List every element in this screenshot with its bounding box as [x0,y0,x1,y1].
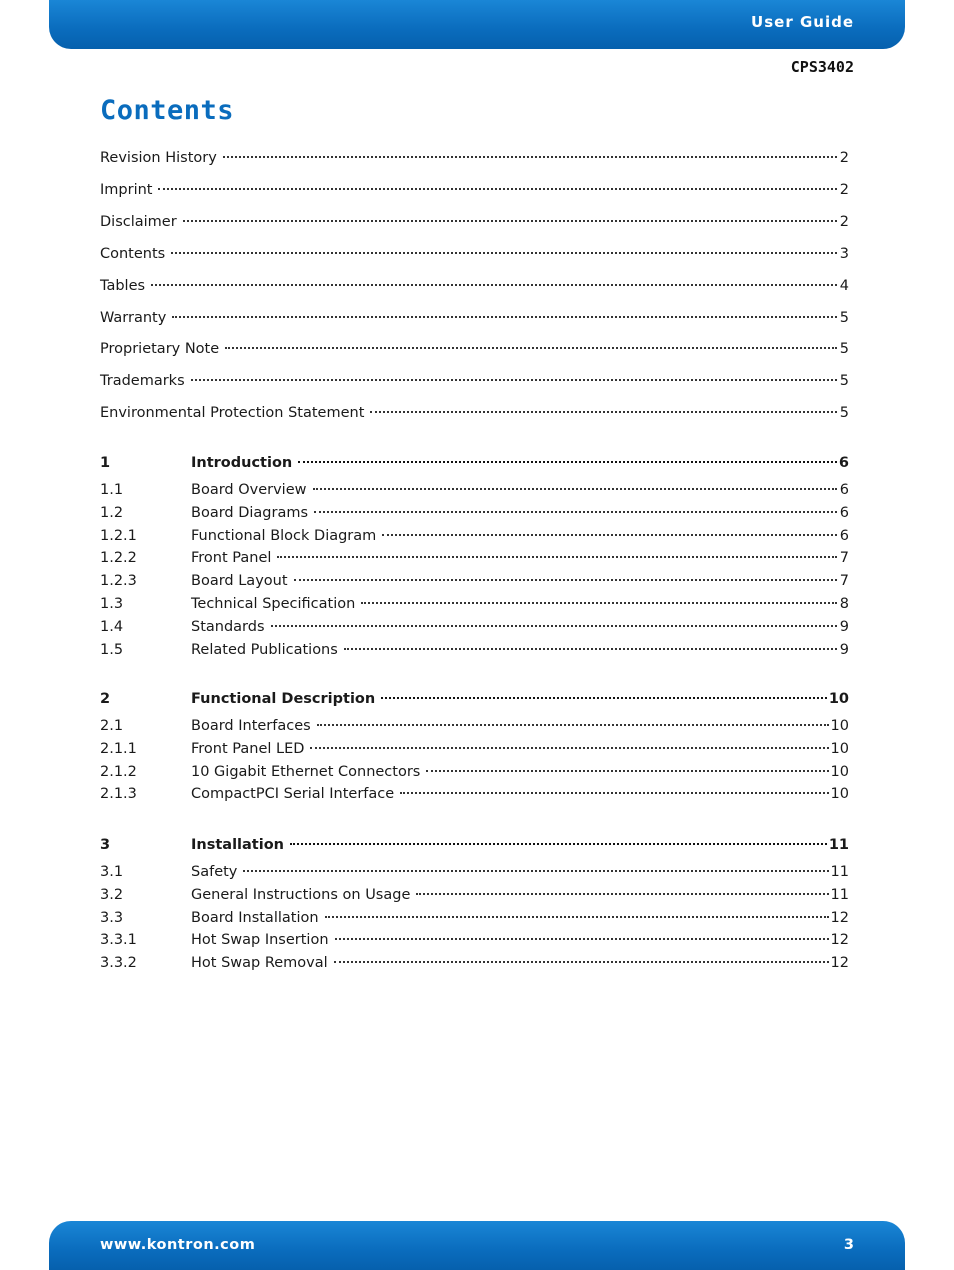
toc-entry[interactable] [100,148,849,168]
toc-dot-leader [325,916,829,918]
toc-entry-page: 5 [839,405,849,422]
toc-entry-title: Board Installation [191,909,319,926]
toc-entry-page: 12 [830,955,849,972]
toc-entry-page: 6 [839,527,849,544]
toc-entry-number: 2 [100,691,111,707]
toc-entry-page: 10 [830,718,849,734]
toc-entry-number: 1.4 [100,618,124,635]
footer-bar [49,1221,905,1270]
toc-entry-title: Introduction [191,455,293,471]
toc-entry[interactable] [100,930,849,950]
toc-dot-leader [223,156,837,158]
toc-dot-leader [225,347,837,349]
toc-entry[interactable] [100,244,849,264]
toc-entry-page: 2 [839,213,849,230]
toc-entry-page: 10 [830,763,849,780]
toc-entry-number: 3.3 [100,909,124,926]
toc-entry[interactable] [100,480,849,500]
toc-entry[interactable] [100,762,849,782]
toc-dot-leader [400,792,828,794]
toc-dot-leader [172,316,837,318]
toc-entry-title: General Instructions on Usage [191,886,411,903]
toc-entry-title: Disclaimer [100,213,177,230]
toc-entry[interactable] [100,784,849,804]
toc-dot-leader [335,938,829,940]
toc-entry[interactable] [100,403,849,423]
toc-entry-title: Functional Description [191,691,376,707]
toc-entry-page: 2 [839,150,849,166]
toc-dot-leader [298,461,837,463]
toc-entry-number: 1.5 [100,641,124,658]
toc-entry[interactable] [100,371,849,391]
header-bar [49,0,905,49]
toc-entry-title: Board Interfaces [191,718,311,734]
toc-entry-page: 12 [830,932,849,949]
toc-dot-leader [290,843,827,845]
toc-dot-leader [314,511,837,513]
toc-chapter-entry[interactable] [100,689,849,709]
toc-entry-page: 9 [839,641,849,658]
toc-entry-page: 2 [839,181,849,198]
toc-entry-number: 1.3 [100,596,124,612]
toc-entry-title: Related Publications [191,641,338,658]
toc-entry-page: 11 [828,837,849,853]
toc-entry-title: Hot Swap Insertion [191,932,329,949]
toc-entry-page: 6 [839,504,849,521]
toc-entry[interactable] [100,640,849,660]
toc-entry-title: Board Diagrams [191,504,309,521]
product-name: CPS3402 [790,58,854,76]
toc-entry-number: 3.3.2 [100,955,137,972]
toc-entry-title: Environmental Protection Statement [100,405,365,422]
toc-entry-title: Standards [191,618,265,635]
toc-entry-title: Installation [191,837,284,853]
toc-entry-page: 3 [839,245,849,262]
toc-dot-leader [317,724,829,726]
toc-entry[interactable] [100,548,849,568]
toc-entry-page: 10 [828,691,849,707]
toc-entry[interactable] [100,739,849,759]
toc-entry-number: 3.3.1 [100,932,137,949]
toc-entry-title: Tables [100,277,146,294]
toc-entry-title: Front Panel [191,550,272,567]
toc-entry-number: 1.2 [100,504,124,521]
toc-entry-page: 7 [839,550,849,567]
toc-dot-leader [416,893,828,895]
toc-entry-number: 2.1.3 [100,786,137,803]
toc-entry-title: Technical Specification [191,596,356,612]
toc-dot-leader [243,870,828,872]
toc-dot-leader [382,534,837,536]
toc-dot-leader [381,697,827,699]
toc-entry-title: CompactPCI Serial Interface [191,786,395,803]
page-title: Contents [100,95,235,126]
toc-dot-leader [271,625,837,627]
toc-entry-number: 2.1 [100,718,124,734]
toc-dot-leader [344,648,837,650]
toc-dot-leader [313,488,838,490]
toc-entry[interactable] [100,212,849,232]
header-title: User Guide [751,13,854,31]
toc-entry[interactable] [100,180,849,200]
toc-entry[interactable] [100,908,849,928]
toc-dot-leader [426,770,828,772]
toc-entry[interactable] [100,339,849,359]
toc-entry-title: Proprietary Note [100,341,220,358]
toc-dot-leader [171,252,837,254]
toc-entry[interactable] [100,953,849,973]
toc-entry-number: 2.1.2 [100,763,137,780]
toc-entry-page: 11 [830,886,849,903]
toc-entry-title: Warranty [100,309,167,326]
toc-entry-number: 1.2.3 [100,573,137,590]
toc-entry[interactable] [100,716,849,736]
toc-entry-page: 5 [839,373,849,390]
toc-dot-leader [370,411,837,413]
toc-entry[interactable] [100,617,849,637]
toc-entry-page: 12 [830,909,849,926]
toc-dot-leader [294,579,837,581]
footer-url[interactable]: www.kontron.com [100,1237,256,1253]
toc-entry-number: 1.2.1 [100,527,137,544]
toc-entry-page: 6 [839,482,849,498]
toc-entry[interactable] [100,594,849,614]
toc-entry-page: 6 [838,455,849,471]
toc-entry[interactable] [100,571,849,591]
toc-entry[interactable] [100,308,849,328]
toc-entry[interactable] [100,526,849,546]
toc-entry-title: Front Panel LED [191,740,305,757]
toc-entry-title: Revision History [100,150,217,166]
toc-entry-page: 11 [830,864,849,880]
toc-entry-title: Trademarks [100,373,185,390]
toc-dot-leader [310,747,828,749]
toc-entry[interactable] [100,885,849,905]
toc-entry-page: 10 [830,740,849,757]
toc-entry-number: 2.1.1 [100,740,137,757]
toc-entry-number: 3.2 [100,886,124,903]
toc-chapter-entry[interactable] [100,453,849,473]
toc-entry-title: 10 Gigabit Ethernet Connectors [191,763,421,780]
toc-dot-leader [191,379,837,381]
toc-entry-page: 9 [839,618,849,635]
toc-dot-leader [151,284,837,286]
toc-dot-leader [361,602,837,604]
toc-entry-number: 3 [100,837,111,853]
toc-entry-page: 7 [839,573,849,590]
toc-dot-leader [158,188,837,190]
toc-entry-page: 4 [839,277,849,294]
toc-entry-title: Safety [191,864,238,880]
toc-entry-title: Imprint [100,181,153,198]
toc-entry-number: 3.1 [100,864,124,880]
toc-entry-page: 10 [830,786,849,803]
toc-entry-number: 1.2.2 [100,550,137,567]
toc-dot-leader [183,220,837,222]
toc-dot-leader [334,961,829,963]
toc-entry-title: Board Overview [191,482,307,498]
toc-entry-title: Contents [100,245,166,262]
toc-dot-leader [277,556,837,558]
footer-page-number: 3 [843,1237,854,1253]
toc-entry[interactable] [100,503,849,523]
toc-entry-title: Functional Block Diagram [191,527,377,544]
toc-entry-title: Board Layout [191,573,288,590]
toc-entry[interactable] [100,276,849,296]
toc-entry-page: 8 [839,596,849,612]
toc-chapter-entry[interactable] [100,835,849,855]
toc-entry-page: 5 [839,341,849,358]
toc-entry-page: 5 [839,309,849,326]
toc-entry[interactable] [100,862,849,882]
toc-entry-title: Hot Swap Removal [191,955,328,972]
toc-entry-number: 1 [100,455,111,471]
toc-entry-number: 1.1 [100,482,124,498]
